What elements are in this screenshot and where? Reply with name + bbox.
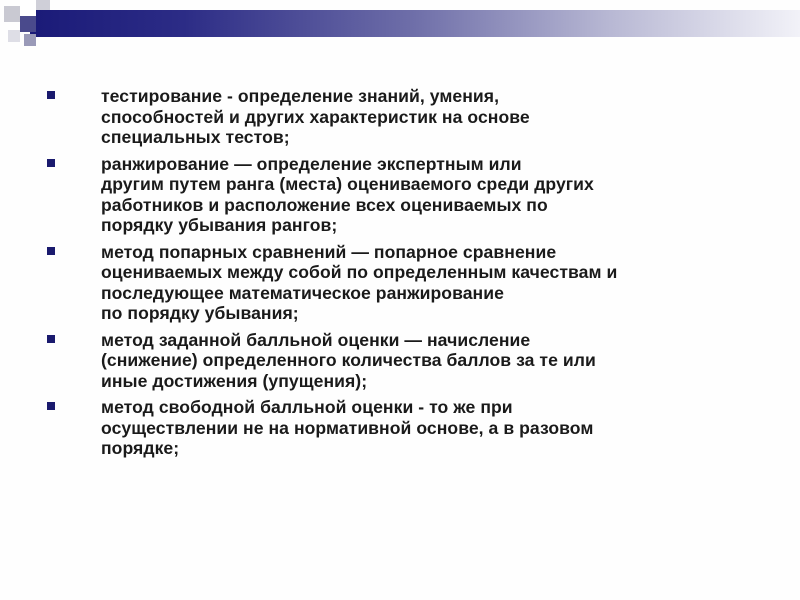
bullet-list: [47, 86, 767, 465]
list-item: [47, 86, 767, 148]
square-bullet-icon: [47, 159, 55, 167]
square-bullet-icon: [47, 402, 55, 410]
list-item-text: метод попарных сравнений — попарное сравнение оцениваемых между собой по определенным качествам и последующее математическое ранжирование по порядку убывания;: [101, 241, 618, 323]
list-item: [47, 330, 767, 392]
square-bullet-icon: [47, 335, 55, 343]
list-item: [47, 242, 767, 324]
header-gradient-bar: [30, 10, 800, 37]
list-item-text: ранжирование — определение экспертным или другим путем ранга (места) оцениваемого среди других работников и расположение всех оцениваемых по порядку убывания рангов;: [101, 153, 594, 235]
list-item: [47, 397, 767, 459]
decor-square: [20, 16, 36, 32]
list-item: [47, 154, 767, 236]
decor-square: [8, 30, 20, 42]
list-item-text: тестирование - определение знаний, умения, способностей и других характеристик на основе специальных тестов;: [101, 86, 530, 147]
square-bullet-icon: [47, 91, 55, 99]
list-item-text: метод заданной балльной оценки — начисление (снижение) определенного количества баллов за те или иные достижения (упущения);: [101, 329, 596, 391]
list-item-text: метод свободной балльной оценки - то же при осуществлении не на нормативной основе, а в разовом порядке;: [101, 397, 594, 458]
decor-square: [20, 0, 36, 16]
decor-square: [24, 34, 36, 46]
decor-square: [4, 6, 20, 22]
decor-square: [36, 0, 50, 10]
square-bullet-icon: [47, 247, 55, 255]
